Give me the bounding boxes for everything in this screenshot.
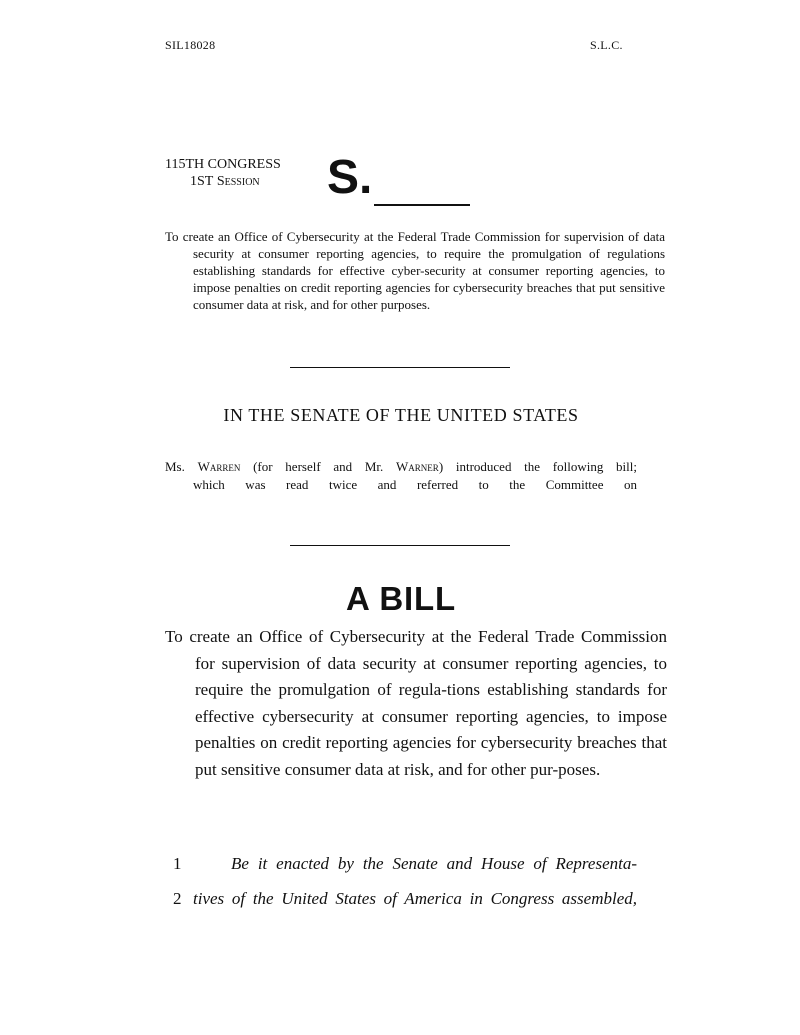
line-number: 1 <box>173 854 182 873</box>
enacting-line <box>165 846 637 881</box>
congress-number-suffix: TH <box>185 157 205 172</box>
enacting-text: Be it enacted by the Senate and House of Representa- <box>231 854 637 873</box>
session-number-suffix: ST <box>197 174 214 189</box>
introduction-middle: (for herself and Mr. <box>253 459 384 474</box>
congress-line <box>165 156 281 173</box>
session-line <box>165 173 281 190</box>
enacting-clause <box>165 846 637 916</box>
enacting-text: tives of the United States of America in Congress assembled, <box>193 889 637 908</box>
purpose-summary: To create an Office of Cybersecurity at the Federal Trade Commission for supervision of data security at consumer reporting agencies, to require the promulgation of regulations establishing standards for effective cyber-security at consumer reporting agencies, to impose penalties on credit reporting agencies for cybersecurity breaches that put sensitive consumer data at risk, and for other purposes. <box>165 229 665 312</box>
line-number: 2 <box>173 889 182 908</box>
congress-session-block <box>165 156 281 190</box>
congress-word: CONGRESS <box>207 157 281 172</box>
introduction-statement <box>165 458 637 494</box>
congress-number: 115 <box>165 157 186 172</box>
bill-prefix: S. <box>327 151 373 204</box>
session-word: Session <box>216 174 260 189</box>
enacting-line <box>165 881 637 916</box>
bill-number-blank <box>374 204 470 206</box>
session-number: 1 <box>190 174 197 189</box>
sponsor-prefix: Ms. <box>165 459 185 474</box>
document-id: SIL18028 <box>165 38 216 52</box>
slc-marker: S.L.C. <box>590 38 623 52</box>
divider-rule <box>290 545 510 546</box>
bill-title: A BILL <box>346 580 456 617</box>
introduction-suffix: ) introduced the following bill; <box>438 459 637 474</box>
divider-rule <box>290 367 510 368</box>
senate-heading: IN THE SENATE OF THE UNITED STATES <box>223 405 579 425</box>
purpose-full: To create an Office of Cybersecurity at the Federal Trade Commission for supervision of data security at consumer reporting agencies, to require the promulgation of regula-tions establishing standards for effective cybersecurity at consumer reporting agencies, to impose penalties on credit reporting agencies for cybersecurity breaches that put sensitive consumer data at risk, and for other pur-poses. <box>165 627 667 779</box>
introduction-line-2: which was read twice and referred to the Committee on <box>193 477 637 492</box>
sponsor-name: Warren <box>197 459 241 474</box>
introduction-line-1 <box>165 458 637 476</box>
cosponsor-name: Warner <box>396 459 439 474</box>
